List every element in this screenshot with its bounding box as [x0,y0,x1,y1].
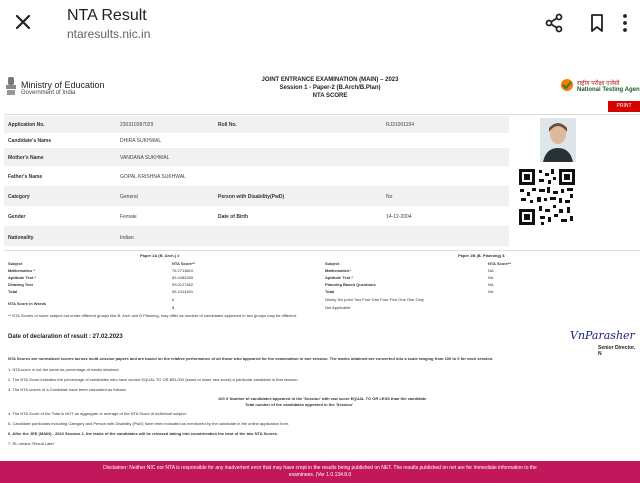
page-url: ntaresults.nic.in [67,27,151,41]
note-item: 2. The NTA Score indicates the percentage of candidates who have scored EQUAL TO OR BELOW (same or lower raw score) a particular candidate in that session. [8,377,299,382]
print-button[interactable]: PRINT [608,101,640,112]
score-subject-b: Mathematics* [325,268,351,273]
dob-label: Date of Birth [218,214,248,220]
father-name-value: GOPAL KRISHNA SUKHWAL [120,174,186,180]
candidate-photo [540,118,576,162]
score-in-words-value-b: Not Applicable [325,305,351,310]
score-footnote: ** NTA Scores of some subject but under different groups like B. Arch and B Planning, may differ as number of candidates appeared in two groups may be different. [8,313,297,318]
agency-name: National Testing Agen [577,87,640,93]
score-in-words-value: Ninety Six point Two Four One Four Five One One Only [325,297,424,302]
score-subject-b: Planning Based Questions [325,282,376,287]
col-subject-b: Subject [325,261,340,266]
score-in-words-label: NTA Score in Words [8,301,47,306]
note-item: 1. NTA score is not the same as percentage of marks obtained. [8,367,120,372]
paper-2b-title: Paper 2B (B. Planning) $ [458,253,505,258]
score-value-a: 83.4484355 [172,275,194,280]
note-item: 4. The NTA Score of the Total is NOT an aggregate or average of the NTA Score of individual subject. [8,411,187,416]
gender-value: Female [120,214,137,220]
page-title: NTA Result [67,7,147,24]
score-subject-a: Drawing Test [8,282,33,287]
row-nationality [4,226,509,246]
exam-heading: JOINT ENTRANCE EXAMINATION (MAIN) – 2023 Session 1 - Paper-2 (B.Arch/B.Plan) NTA SCORE [261,77,399,99]
pwd-value: No [386,194,393,200]
col-subject-a: Subject [8,261,23,266]
category-value: General [120,194,138,200]
declaration-date: Date of declaration of result : 27.02.2023 [8,334,123,340]
pwd-label: Person with Disability(PwD) [218,194,285,200]
disclaimer-line: Disclaimer: Neither NIC nor NTA is responsible for any inadvertent error that may have crept in the results being published on NET. The results published on net are for Immediate information to the [103,465,537,471]
score-words-marker-a: # [172,297,175,302]
disclaimer-banner [0,461,640,483]
roll-no-value: RJ31001194 [386,122,414,128]
score-value-a: 76.2711864 [172,268,193,273]
note-item: 3. The NTA scores of a Candidate have been calculated as follows: [8,387,127,392]
divider [4,250,640,251]
col-score-a: NTA Score** [172,261,196,266]
score-words-marker-b: $ [172,305,175,310]
candidate-name-label: Candidate's Name [8,138,52,144]
qr-code-icon [517,167,577,227]
signature: VnParasher [570,329,635,342]
candidate-name-value: DHIRA SUKHWAL [120,138,162,144]
score-value-a: 99.0127862 [172,282,194,287]
agency-hindi-name: राष्ट्रीय परीक्षा एजेंसी [577,81,620,87]
application-no-label: Application No. [8,122,45,128]
share-icon[interactable] [543,12,565,34]
note-intro: NTA Scores are normalized scores across multi-session papers and are based on the relative performance of all those who appeared for the examination in one session. The marks obtained are converted into a scale ranging from 100 to 0 for each session. [8,356,494,361]
gender-label: Gender [8,214,26,220]
government-name: Government of India [21,90,76,96]
note-item: 7. RL means 'Result Later' [8,441,55,446]
row-application [4,116,509,133]
formula-numerator: 100 X Number of candidates appeared in the 'Session' with raw score EQUAL TO OR LESS than the candidate [218,396,427,401]
score-subject-a: Mathematics * [8,268,35,273]
row-father [4,166,509,186]
mother-name-value: VANDANA SUKHWAL [120,155,170,161]
application-no-value: 230310387029 [120,122,154,128]
score-value-a: 96.2414591 [172,289,194,294]
category-label: Category [8,194,30,200]
row-mother [4,148,509,166]
score-value-b: NA [488,282,494,287]
ministry-name: Ministry of Education [21,80,105,90]
more-options-icon[interactable] [619,12,631,34]
score-subject-a: Aptitude Test * [8,275,36,280]
father-name-label: Father's Name [8,174,43,180]
score-value-b: NA [488,289,494,294]
row-name [4,133,509,147]
roll-no-label: Roll No. [218,122,237,128]
disclaimer-line: examinees. (Ver 1.0.134.8.0 [288,472,352,478]
emblem-icon [4,75,18,97]
dob-value: 14-12-2004 [386,214,412,220]
nationality-label: Nationality [8,235,34,241]
col-score-b: NTA Score** [488,261,512,266]
score-subject-a: Total [8,289,18,294]
score-subject-b: Aptitude Test * [325,275,353,280]
nationality-value: Indian [120,235,134,241]
mother-name-label: Mother's Name [8,155,44,161]
score-value-b: NA [488,268,494,273]
score-subject-b: Total [325,289,335,294]
paper-2a-title: Paper 2A (B. Arch.) # [140,253,180,258]
formula-denominator: Total number of the candidates appeared in the 'Session' [245,402,354,407]
browser-app-bar [0,0,640,48]
note-item: 5. Candidate particulars including Category and Person with Disability (PwD) have been indicated as mentioned by the candidate in the online application form. [8,421,290,426]
nta-logo-icon [560,78,574,92]
divider [4,114,640,115]
note-item: 6. After the JEE (MAIN) - 2023 Session 2, the ranks of the candidates will be released taking into consideration the best of the two NTA Scores. [8,431,278,436]
score-value-b: NA [488,275,494,280]
bookmark-icon[interactable] [586,12,608,34]
signatory-title: Senior Director, N [598,345,636,357]
close-icon[interactable] [12,11,34,33]
row-gender [4,206,509,226]
